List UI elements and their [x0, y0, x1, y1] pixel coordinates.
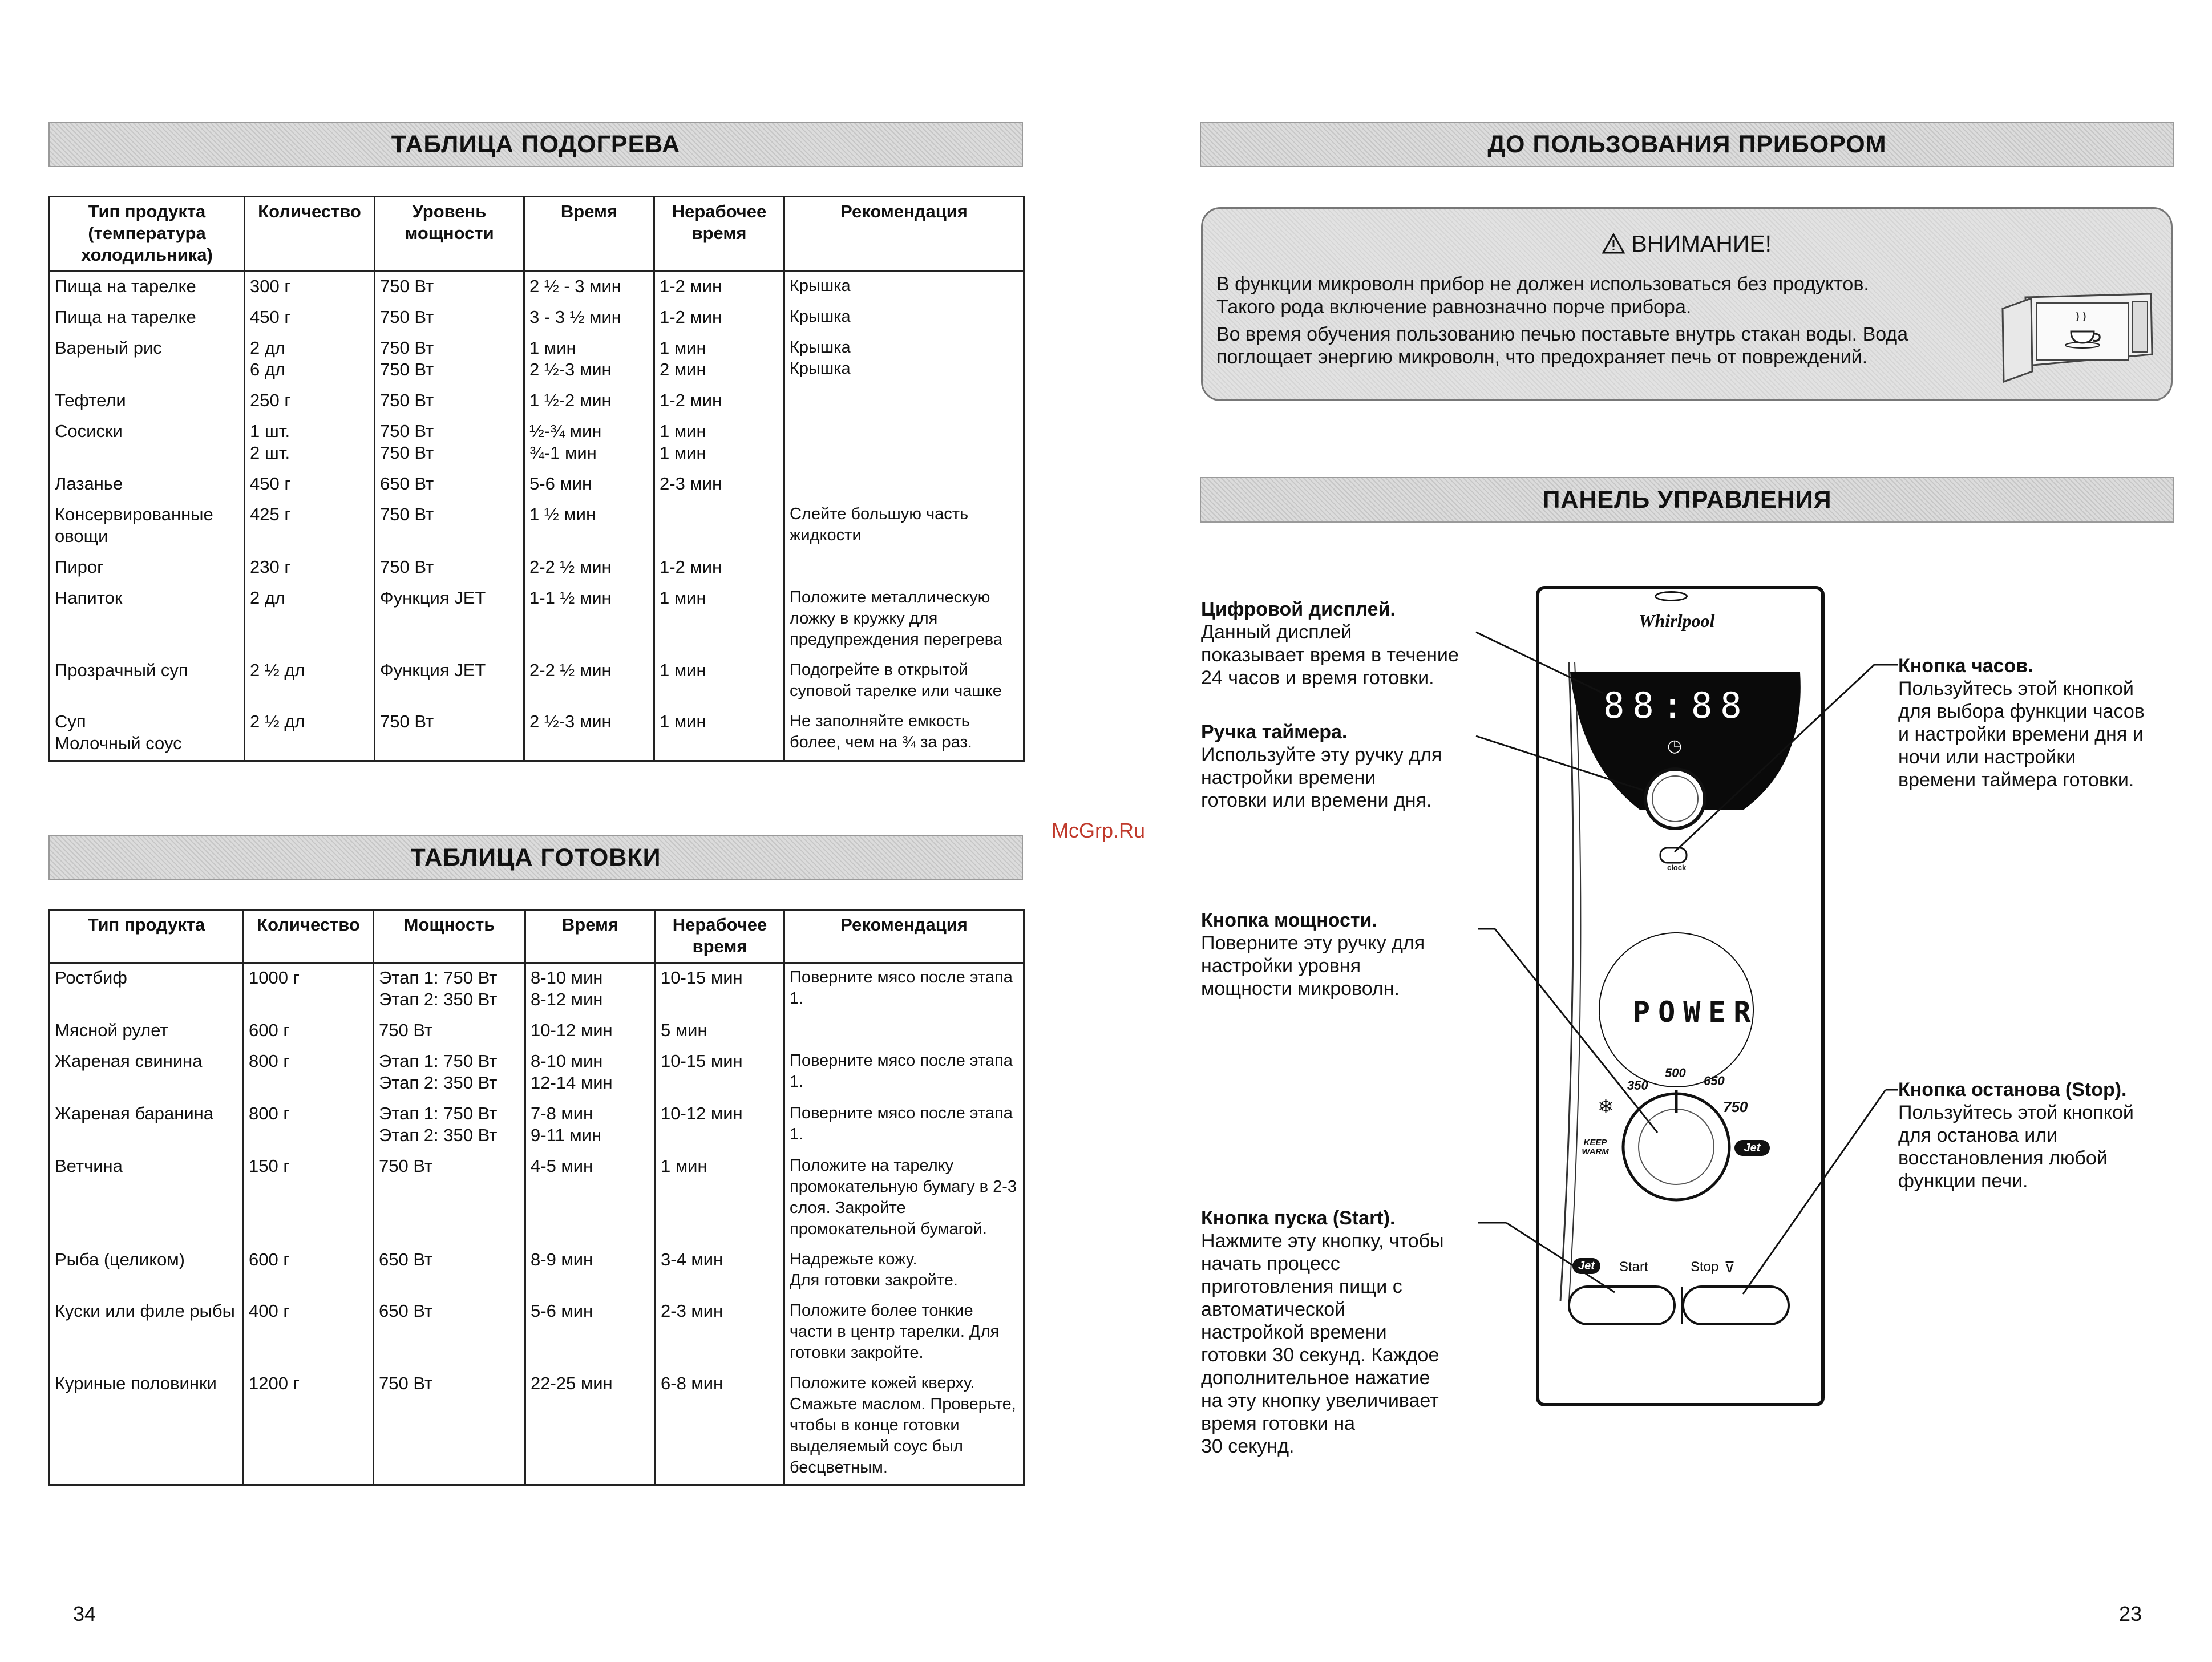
table-cell: 8-10 мин 12-14 мин [525, 1047, 656, 1099]
column-header: Уровень мощности [375, 197, 524, 272]
table-cell: Пища на тарелке [50, 303, 245, 334]
table-cell: ½-¾ мин ¾-1 мин [524, 417, 654, 470]
table-cell: 450 г [245, 470, 375, 500]
table-cell: Ростбиф [50, 963, 244, 1017]
table-cell: 2-3 мин [656, 1297, 784, 1369]
before-use-title: ДО ПОЛЬЗОВАНИЯ ПРИБОРОМ [1200, 122, 2174, 167]
jet-badge: Jet [1734, 1140, 1770, 1156]
table-cell: 750 Вт [375, 386, 524, 417]
table-cell: Напиток [50, 584, 245, 656]
table-cell: 750 Вт [374, 1369, 525, 1485]
table-cell: Сосиски [50, 417, 245, 470]
table-cell: Функция JET [375, 656, 524, 707]
stop-callout [1898, 1078, 2172, 1192]
table-cell: Пирог [50, 553, 245, 584]
table-cell: 1-2 мин [654, 303, 784, 334]
table-cell: Положите на тарелку промокательную бумагу в 2-3 слоя. Закройте промокательной бумагой. [784, 1152, 1024, 1246]
table-cell: 1 мин [654, 707, 784, 761]
table-cell: 10-15 мин [656, 963, 784, 1017]
table-cell: 7-8 мин 9-11 мин [525, 1099, 656, 1152]
table-cell: 750 Вт [375, 553, 524, 584]
table-cell: 750 Вт [374, 1152, 525, 1246]
start-jet-badge: Jet [1572, 1258, 1600, 1274]
timer-callout-title: Ручка таймера. [1201, 721, 1348, 743]
table-cell: Положите более тонкие части в центр тарелки. Для готовки закройте. [784, 1297, 1024, 1369]
table-cell: 750 Вт 750 Вт [375, 417, 524, 470]
clock-callout [1898, 654, 2172, 791]
table-cell: Прозрачный суп [50, 656, 245, 707]
table-cell: 650 Вт [374, 1297, 525, 1369]
table-cell: Ветчина [50, 1152, 244, 1246]
table-cell: 250 г [245, 386, 375, 417]
table-cell: 1 ½-2 мин [524, 386, 654, 417]
table-cell: 1 мин 1 мин [654, 417, 784, 470]
timer-callout-text: Используйте эту ручку для настройки времени готовки или времени дня. [1201, 744, 1442, 811]
table-cell: 1200 г [244, 1369, 374, 1485]
table-cell: 1 мин 2 мин [654, 334, 784, 386]
stop-callout-title: Кнопка останова (Stop). [1898, 1079, 2127, 1101]
start-label: Start [1619, 1259, 1648, 1275]
table-cell: 2 ½-3 мин [524, 707, 654, 761]
clock-callout-text: Пользуйтесь этой кнопкой для выбора функции часов и настройки времени дня и ночи или настройки времени таймера готовки. [1898, 678, 2145, 791]
table-cell: Крышка Крышка [784, 334, 1024, 386]
dial-mark-500: 500 [1665, 1066, 1686, 1080]
table-cell: 2 ½ - 3 мин [524, 272, 654, 304]
table-cell: 600 г [244, 1016, 374, 1047]
table-cell: 750 Вт [375, 272, 524, 304]
column-header: Нерабочее время [656, 910, 784, 963]
column-header: Количество [245, 197, 375, 272]
start-callout [1201, 1207, 1469, 1458]
table-cell: Положите кожей кверху. Смажьте маслом. Проверьте, чтобы в конце готовки выделяемый соус был бесцветным. [784, 1369, 1024, 1485]
table-cell: 750 Вт [375, 303, 524, 334]
table-cell: Пища на тарелке [50, 272, 245, 304]
defrost-snowflake-icon: ❄ [1598, 1096, 1614, 1118]
cooking-table-title: ТАБЛИЦА ГОТОВКИ [48, 835, 1023, 880]
table-cell: 750 Вт [375, 707, 524, 761]
table-cell: Консервированные овощи [50, 500, 245, 553]
table-cell: Куриные половинки [50, 1369, 244, 1485]
start-callout-text: Нажмите эту кнопку, чтобы начать процесс приготовления пищи с автоматической настройкой времени готовки 30 секунд. Каждое дополнительное нажатие на эту кнопку увеличивает время готовки на 30 секунд. [1201, 1230, 1444, 1457]
table-cell: Рыба (целиком) [50, 1246, 244, 1297]
table-cell: Подогрейте в открытой суповой тарелке или чашке [784, 656, 1024, 707]
table-cell: 4-5 мин [525, 1152, 656, 1246]
stop-icon: ⊽ [1724, 1259, 1736, 1276]
table-cell: 10-12 мин [656, 1099, 784, 1152]
column-header: Тип продукта [50, 910, 244, 963]
table-cell: Куски или филе рыбы [50, 1297, 244, 1369]
stop-callout-text: Пользуйтесь этой кнопкой для останова или восстановления любой функции печи. [1898, 1102, 2134, 1192]
table-cell: 1 мин 2 ½-3 мин [524, 334, 654, 386]
table-cell: 2 ½ дл [245, 656, 375, 707]
table-cell: 8-9 мин [525, 1246, 656, 1297]
column-header: Рекомендация [784, 197, 1024, 272]
table-cell: 3 - 3 ½ мин [524, 303, 654, 334]
table-cell: 300 г [245, 272, 375, 304]
table-cell: Жареная баранина [50, 1099, 244, 1152]
timer-callout [1201, 721, 1469, 812]
column-header: Время [524, 197, 654, 272]
table-cell: Поверните мясо после этапа 1. [784, 1047, 1024, 1099]
dial-mark-350: 350 [1627, 1078, 1648, 1093]
warning-text-2: Во время обучения пользованию печью поставьте внутрь стакан воды. Вода поглощает энергию микроволн, что предохраняет печь от повреждений. [1216, 323, 1908, 368]
table-cell: 1 мин [656, 1152, 784, 1246]
column-header: Рекомендация [784, 910, 1024, 963]
table-cell: 450 г [245, 303, 375, 334]
table-cell: Вареный рис [50, 334, 245, 386]
table-cell: Мясной рулет [50, 1016, 244, 1047]
table-cell: 1-2 мин [654, 386, 784, 417]
table-cell: 1-2 мин [654, 272, 784, 304]
table-cell: 5 мин [656, 1016, 784, 1047]
table-cell: 750 Вт [375, 500, 524, 553]
table-cell: Тефтели [50, 386, 245, 417]
table-cell: Суп Молочный соус [50, 707, 245, 761]
power-callout [1201, 909, 1469, 1000]
table-cell: Функция JET [375, 584, 524, 656]
table-cell: 6-8 мин [656, 1369, 784, 1485]
clock-callout-title: Кнопка часов. [1898, 655, 2033, 677]
table-cell: 8-10 мин 8-12 мин [525, 963, 656, 1017]
table-cell: 400 г [244, 1297, 374, 1369]
table-cell: Этап 1: 750 Вт Этап 2: 350 Вт [374, 1099, 525, 1152]
display-callout-title: Цифровой дисплей. [1201, 599, 1396, 620]
table-cell: Слейте большую часть жидкости [784, 500, 1024, 553]
stop-label: Stop [1691, 1259, 1719, 1275]
table-cell: 1-2 мин [654, 553, 784, 584]
column-header: Количество [244, 910, 374, 963]
table-cell: 1 шт. 2 шт. [245, 417, 375, 470]
dial-mark-750: 750 [1723, 1098, 1748, 1115]
keep-warm-label: KEEP WARM [1582, 1138, 1609, 1156]
table-cell: Жареная свинина [50, 1047, 244, 1099]
table-cell: 2-2 ½ мин [524, 553, 654, 584]
column-header: Тип продукта (температура холодильника) [50, 197, 245, 272]
warning-text-1: В функции микроволн прибор не должен использоваться без продуктов. Такого рода включение равнозначно порче прибора. [1216, 273, 1869, 318]
table-cell: 230 г [245, 553, 375, 584]
start-callout-title: Кнопка пуска (Start). [1201, 1207, 1396, 1229]
table-cell: 650 Вт [374, 1246, 525, 1297]
power-callout-text: Поверните эту ручку для настройки уровня мощности микроволн. [1201, 932, 1425, 1000]
table-cell: 2 дл 6 дл [245, 334, 375, 386]
table-cell: 22-25 мин [525, 1369, 656, 1485]
table-cell: Крышка [784, 272, 1024, 304]
table-cell: 2-3 мин [654, 470, 784, 500]
column-header: Нерабочее время [654, 197, 784, 272]
table-cell: 5-6 мин [525, 1297, 656, 1369]
table-cell: 5-6 мин [524, 470, 654, 500]
table-cell: 2-2 ½ мин [524, 656, 654, 707]
watermark: McGrp.Ru [1052, 819, 1146, 842]
table-cell: Не заполняйте емкость более, чем на ¾ за раз. [784, 707, 1024, 761]
warning-title: ВНИМАНИЕ! [1631, 231, 1772, 257]
table-cell: Поверните мясо после этапа 1. [784, 1099, 1024, 1152]
table-cell: 1-1 ½ мин [524, 584, 654, 656]
table-cell: Этап 1: 750 Вт Этап 2: 350 Вт [374, 1047, 525, 1099]
table-cell: 150 г [244, 1152, 374, 1246]
table-cell: Крышка [784, 303, 1024, 334]
table-cell: 1 мин [654, 656, 784, 707]
table-cell: Положите металлическую ложку в кружку для предупреждения перегрева [784, 584, 1024, 656]
display-callout-text: Данный дисплей показывает время в течение 24 часов и время готовки. [1201, 621, 1459, 689]
table-cell: 750 Вт 750 Вт [375, 334, 524, 386]
table-cell: 650 Вт [375, 470, 524, 500]
dial-mark-650: 650 [1704, 1074, 1725, 1088]
table-cell: 1000 г [244, 963, 374, 1017]
table-cell: Этап 1: 750 Вт Этап 2: 350 Вт [374, 963, 525, 1017]
clock-symbol-icon: ◷ [1667, 737, 1683, 755]
table-cell: 10-15 мин [656, 1047, 784, 1099]
table-cell: 3-4 мин [656, 1246, 784, 1297]
table-cell: Поверните мясо после этапа 1. [784, 963, 1024, 1017]
table-cell: Лазанье [50, 470, 245, 500]
table-cell: 2 дл [245, 584, 375, 656]
table-cell: Надрежьте кожу. Для готовки закройте. [784, 1246, 1024, 1297]
page-number-right: 23 [2119, 1602, 2142, 1625]
brand-logo: Whirlpool [1639, 610, 1715, 631]
table-cell: 425 г [245, 500, 375, 553]
table-cell: 800 г [244, 1099, 374, 1152]
column-header: Время [525, 910, 656, 963]
reheat-table-title: ТАБЛИЦА ПОДОГРЕВА [48, 122, 1023, 167]
table-cell: 1 мин [654, 584, 784, 656]
table-cell: 10-12 мин [525, 1016, 656, 1047]
column-header: Мощность [374, 910, 525, 963]
table-cell: 1 ½ мин [524, 500, 654, 553]
clock-button-label: clock [1667, 863, 1687, 872]
table-cell: 750 Вт [374, 1016, 525, 1047]
power-label: POWER [1633, 996, 1759, 1029]
display-callout [1201, 598, 1469, 689]
control-panel-title: ПАНЕЛЬ УПРАВЛЕНИЯ [1200, 477, 2174, 523]
page-number-left: 34 [73, 1602, 96, 1625]
table-cell: 800 г [244, 1047, 374, 1099]
table-cell: 600 г [244, 1246, 374, 1297]
table-cell: 2 ½ дл [245, 707, 375, 761]
power-callout-title: Кнопка мощности. [1201, 909, 1377, 931]
display-digits: 88:88 [1603, 685, 1750, 726]
